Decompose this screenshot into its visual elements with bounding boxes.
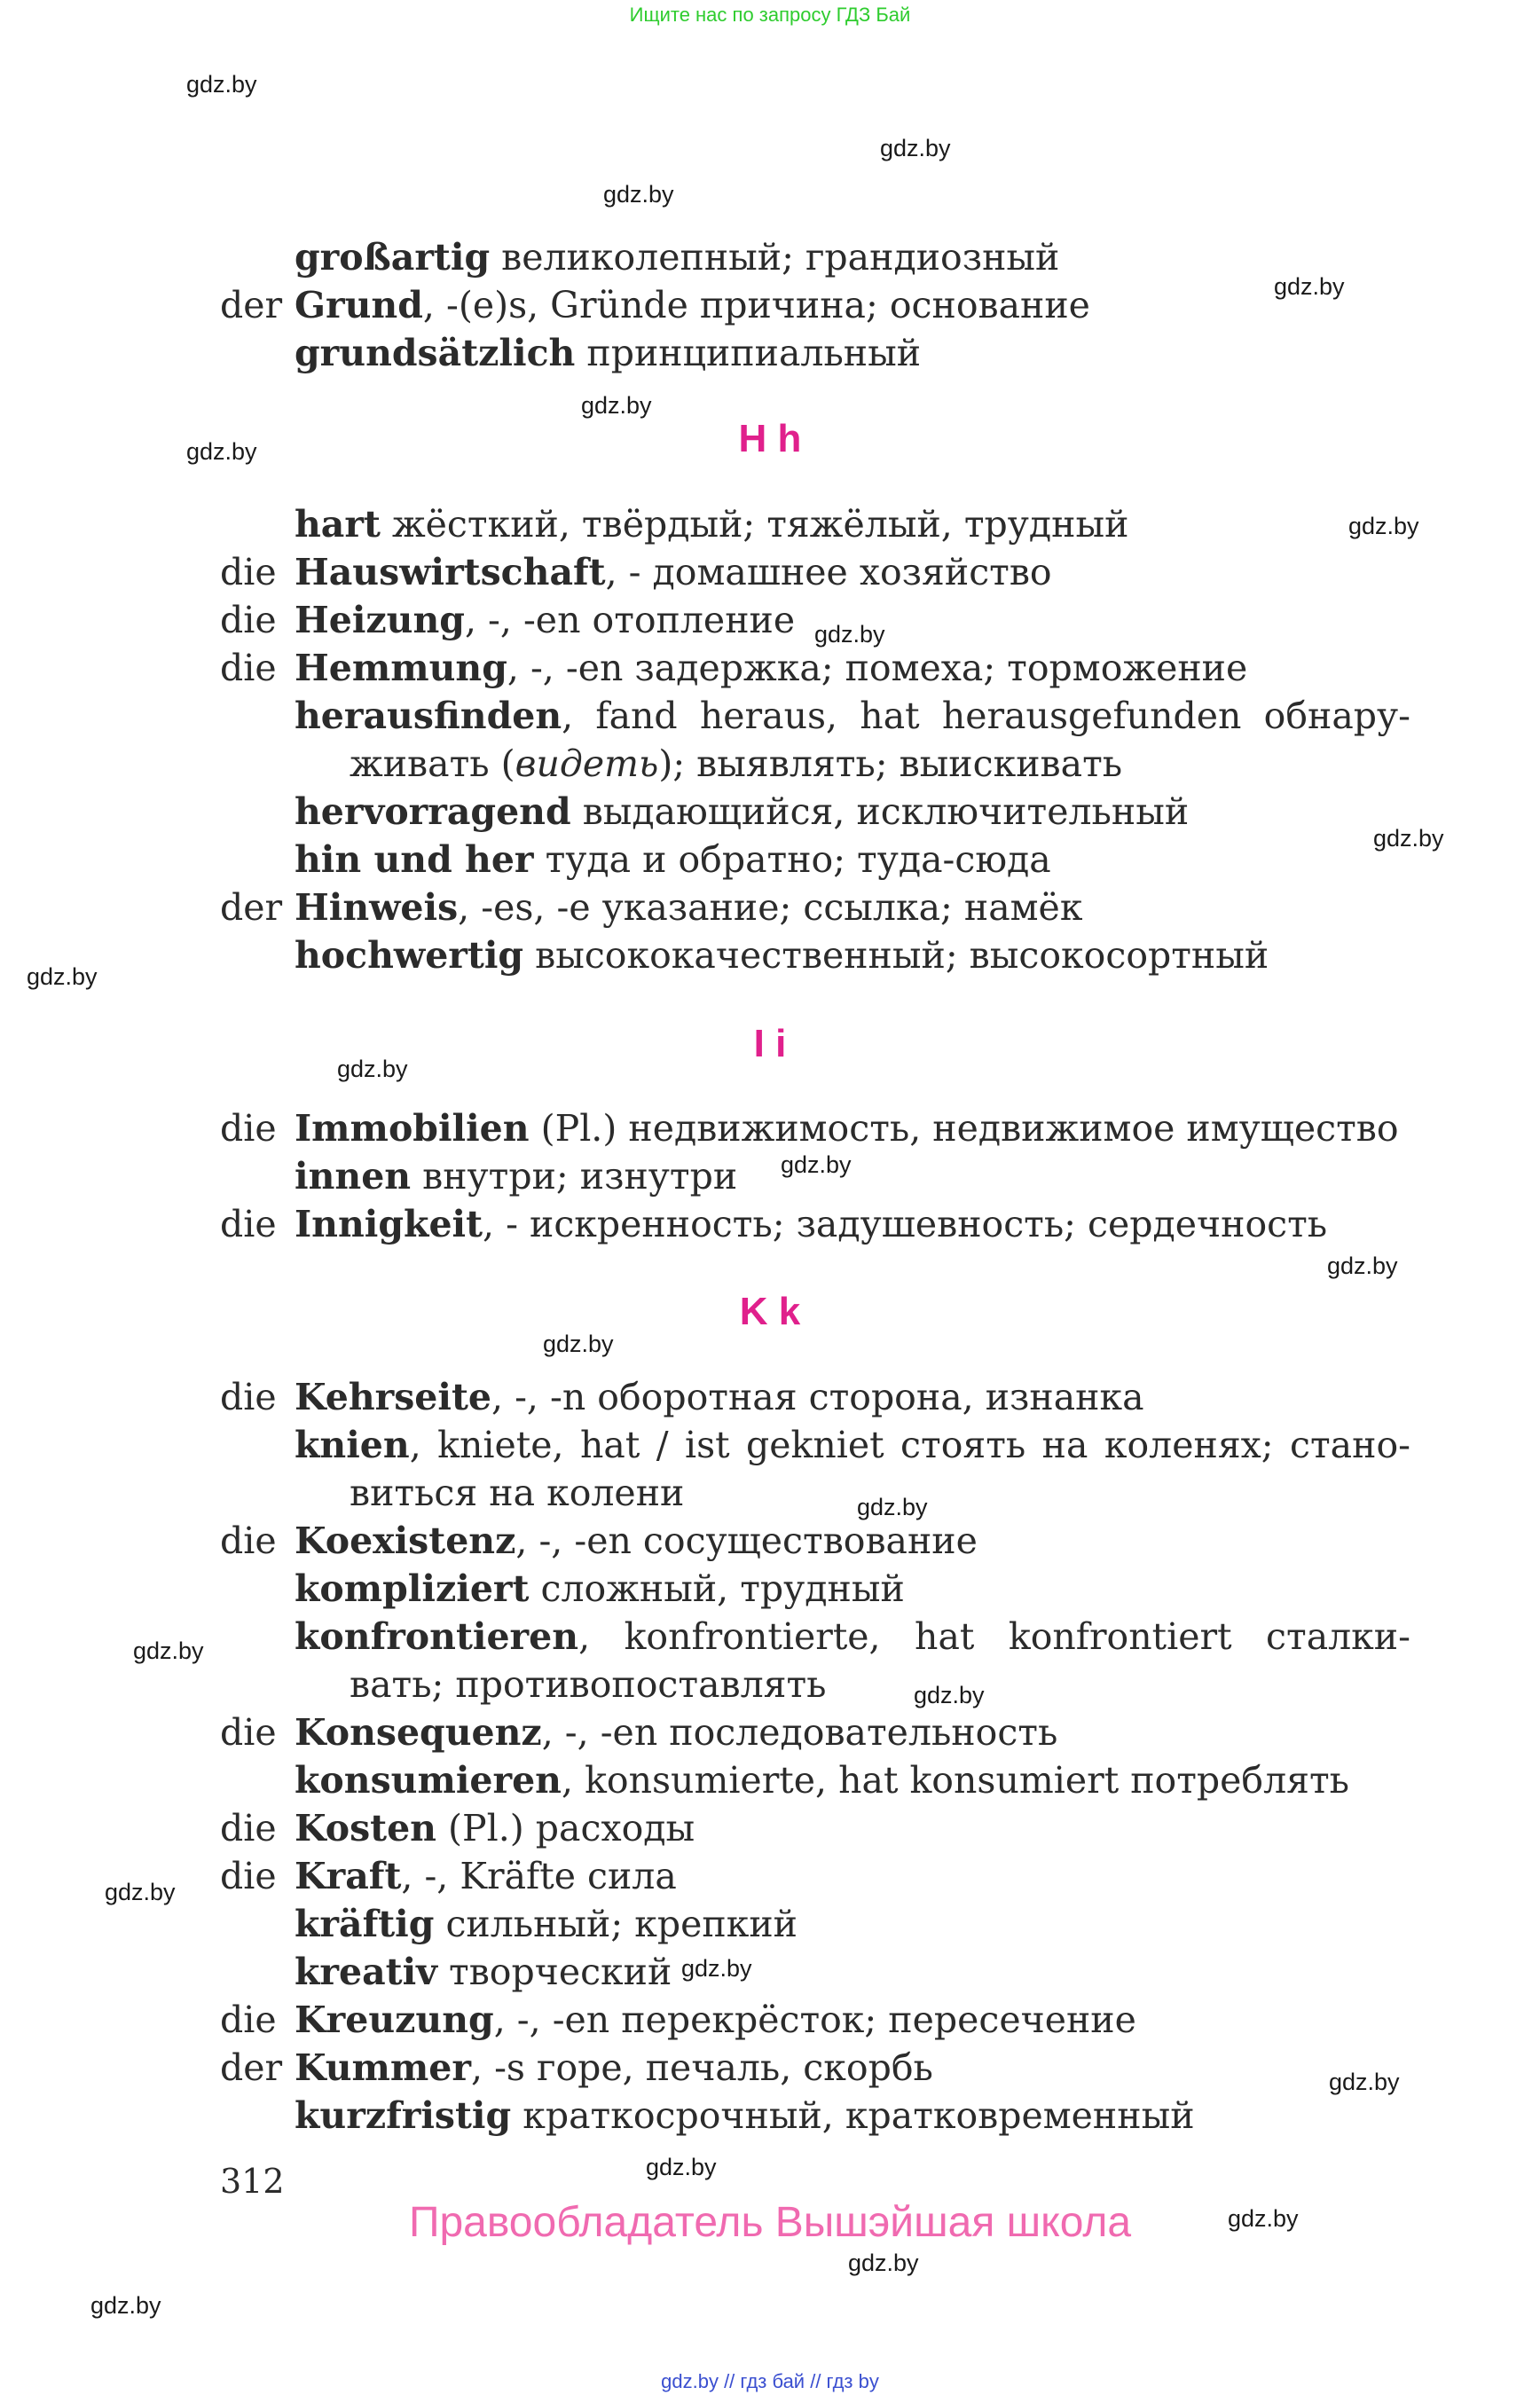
- page-number: 312: [220, 2162, 285, 2201]
- headword: Hinweis: [295, 886, 459, 929]
- watermark: gdz.by: [105, 1879, 176, 1905]
- definition-continuation: виться на колени: [350, 1472, 685, 1514]
- headword: kräftig: [295, 1903, 435, 1945]
- dictionary-entry: [0, 1900, 1540, 1948]
- dictionary-entry: [0, 1152, 1540, 1200]
- headword: Kraft: [295, 1855, 402, 1897]
- dictionary-entry: [0, 1373, 1540, 1421]
- definition: , -es, -e указание; ссылка; намёк: [458, 886, 1083, 929]
- watermark: gdz.by: [880, 135, 951, 161]
- definition: сильный; крепкий: [434, 1903, 798, 1945]
- definition: , -, -en сосуществование: [515, 1520, 978, 1562]
- headword: Innigkeit: [295, 1203, 483, 1245]
- definition-continuation: вать; противопоставлять: [350, 1663, 827, 1706]
- headword: kompliziert: [295, 1567, 530, 1610]
- definition: сложный, трудный: [529, 1567, 905, 1610]
- definition: творческий: [437, 1951, 672, 1993]
- dictionary-entry-continuation: [0, 740, 1540, 788]
- section-letter-i: I i: [753, 1022, 787, 1065]
- definition: высококачественный; высокосортный: [523, 934, 1269, 977]
- watermark: gdz.by: [914, 1682, 985, 1708]
- dictionary-entry: [0, 2092, 1540, 2140]
- watermark: gdz.by: [27, 963, 98, 990]
- definition: , kniete, hat / ist gekniet стоять на коленях; стано-: [409, 1424, 1410, 1466]
- watermark: gdz.by: [814, 621, 885, 648]
- dictionary-entry: [0, 883, 1540, 931]
- dictionary-entry: [0, 596, 1540, 644]
- definition: принципиальный: [575, 332, 922, 374]
- watermark: gdz.by: [1327, 1253, 1398, 1279]
- headword: konsumieren: [295, 1759, 562, 1802]
- headword: grundsätzlich: [295, 332, 576, 374]
- dictionary-entry: [0, 500, 1540, 548]
- watermark: gdz.by: [1373, 825, 1444, 852]
- dictionary-entry: [0, 233, 1540, 281]
- headword: Hemmung: [295, 647, 507, 689]
- dictionary-entry: [0, 1613, 1540, 1661]
- definition: туда и обратно; туда-сюда: [533, 838, 1051, 881]
- watermark: gdz.by: [781, 1151, 852, 1178]
- article: der: [220, 886, 283, 929]
- definition: , -, -en задержка; помеха; торможение: [507, 647, 1248, 689]
- article: die: [220, 1107, 277, 1150]
- copyright-notice: Правообладатель Вышэйшая школа: [408, 2199, 1132, 2246]
- definition: (Pl.) расходы: [436, 1807, 695, 1849]
- watermark: gdz.by: [603, 181, 674, 208]
- headword: innen: [295, 1155, 412, 1198]
- headword: hin und her: [295, 838, 534, 881]
- definition: , -(e)s, Gründe причина; основание: [422, 284, 1090, 326]
- watermark: gdz.by: [543, 1331, 614, 1357]
- watermark: gdz.by: [90, 2292, 161, 2319]
- dictionary-entry: [0, 1852, 1540, 1900]
- article: die: [220, 1376, 277, 1418]
- definition: внутри; изнутри: [411, 1155, 738, 1198]
- headword: Immobilien: [295, 1107, 530, 1150]
- definition: , -, -en последовательность: [541, 1711, 1058, 1754]
- article: die: [220, 647, 277, 689]
- dictionary-entry: [0, 931, 1540, 979]
- watermark: gdz.by: [1274, 273, 1345, 300]
- dictionary-entry: [0, 1948, 1540, 1996]
- dictionary-entry: [0, 788, 1540, 836]
- dictionary-entry: [0, 1804, 1540, 1852]
- headword: konfrontieren: [295, 1615, 579, 1658]
- watermark: gdz.by: [681, 1955, 752, 1982]
- article: der: [220, 284, 283, 326]
- definition: , -, -en перекрёсток; пересечение: [493, 1999, 1136, 2041]
- watermark: gdz.by: [337, 1056, 408, 1082]
- dictionary-entry: [0, 1708, 1540, 1756]
- footer-links: gdz.by // гдз бай // гдз by: [661, 2370, 879, 2392]
- definition: жёсткий, твёрдый; тяжёлый, трудный: [380, 503, 1129, 546]
- definition: , - искренность; задушевность; сердечность: [483, 1203, 1328, 1245]
- dictionary-entry: [0, 692, 1540, 740]
- section-letter-h: H h: [738, 417, 802, 460]
- dictionary-entry: [0, 1565, 1540, 1613]
- headword: Konsequenz: [295, 1711, 542, 1754]
- headword: Kreuzung: [295, 1999, 494, 2041]
- dictionary-entry-continuation: [0, 1661, 1540, 1708]
- headword: hervorragend: [295, 790, 571, 833]
- definition: , -s горе, печаль, скорбь: [471, 2046, 933, 2089]
- watermark: gdz.by: [857, 1494, 928, 1520]
- section-letter-k: K k: [739, 1290, 801, 1333]
- definition: выдающийся, исключительный: [570, 790, 1190, 833]
- watermark: gdz.by: [186, 438, 257, 465]
- article: die: [220, 1807, 277, 1849]
- dictionary-entry: [0, 2044, 1540, 2092]
- dictionary-entry: [0, 1104, 1540, 1152]
- headword: Hauswirtschaft: [295, 551, 606, 593]
- watermark: gdz.by: [1329, 2069, 1400, 2095]
- headword: Koexistenz: [295, 1520, 516, 1562]
- article: die: [220, 1711, 277, 1754]
- headword: kreativ: [295, 1951, 437, 1993]
- dictionary-entry: [0, 836, 1540, 883]
- headword: hart: [295, 503, 381, 546]
- definition: , -, -n оборотная сторона, изнанка: [491, 1376, 1144, 1418]
- dictionary-entry: [0, 1756, 1540, 1804]
- definition-continuation: живать (видеть); выявлять; выискивать: [350, 742, 1123, 785]
- article: die: [220, 1999, 277, 2041]
- dictionary-entry: [0, 1421, 1540, 1469]
- definition: , konfrontierte, hat konfrontiert сталки-: [578, 1615, 1410, 1658]
- article: die: [220, 1203, 277, 1245]
- article: die: [220, 551, 277, 593]
- definition: , -, Kräfte сила: [401, 1855, 677, 1897]
- watermark: gdz.by: [133, 1637, 204, 1664]
- dictionary-entry: [0, 1996, 1540, 2044]
- definition: краткосрочный, кратковременный: [511, 2094, 1195, 2137]
- headword: Grund: [295, 284, 423, 326]
- watermark: gdz.by: [581, 392, 652, 419]
- dictionary-entry: [0, 644, 1540, 692]
- top-banner: Ищите нас по запросу ГДЗ Бай: [629, 4, 911, 26]
- watermark: gdz.by: [1228, 2205, 1299, 2232]
- headword: kurzfristig: [295, 2094, 512, 2137]
- headword: Kummer: [295, 2046, 471, 2089]
- watermark: gdz.by: [646, 2154, 717, 2180]
- dictionary-entry: [0, 548, 1540, 596]
- headword: Kosten: [295, 1807, 436, 1849]
- headword: herausfinden: [295, 695, 562, 737]
- definition: , -, -en отопление: [464, 599, 796, 641]
- italic-note: видеть: [515, 742, 659, 785]
- headword: knien: [295, 1424, 410, 1466]
- dictionary-entry: [0, 1200, 1540, 1248]
- headword: großartig: [295, 236, 491, 279]
- definition: (Pl.) недвижимость, недвижимое имущество: [529, 1107, 1399, 1150]
- definition: , fand heraus, hat herausgefunden обнару-: [562, 695, 1410, 737]
- definition: великолепный; грандиозный: [490, 236, 1060, 279]
- article: die: [220, 1855, 277, 1897]
- watermark: gdz.by: [186, 71, 257, 98]
- headword: Heizung: [295, 599, 465, 641]
- dictionary-entry: [0, 281, 1540, 329]
- dictionary-entry: [0, 329, 1540, 377]
- article: die: [220, 1520, 277, 1562]
- dictionary-entry-continuation: [0, 1469, 1540, 1517]
- definition: , - домашнее хозяйство: [605, 551, 1052, 593]
- headword: Kehrseite: [295, 1376, 491, 1418]
- watermark: gdz.by: [1348, 513, 1419, 539]
- headword: hochwertig: [295, 934, 524, 977]
- watermark: gdz.by: [848, 2250, 919, 2276]
- dictionary-entry: [0, 1517, 1540, 1565]
- article: der: [220, 2046, 283, 2089]
- definition: , konsumierte, hat konsumiert потреблять: [562, 1759, 1350, 1802]
- article: die: [220, 599, 277, 641]
